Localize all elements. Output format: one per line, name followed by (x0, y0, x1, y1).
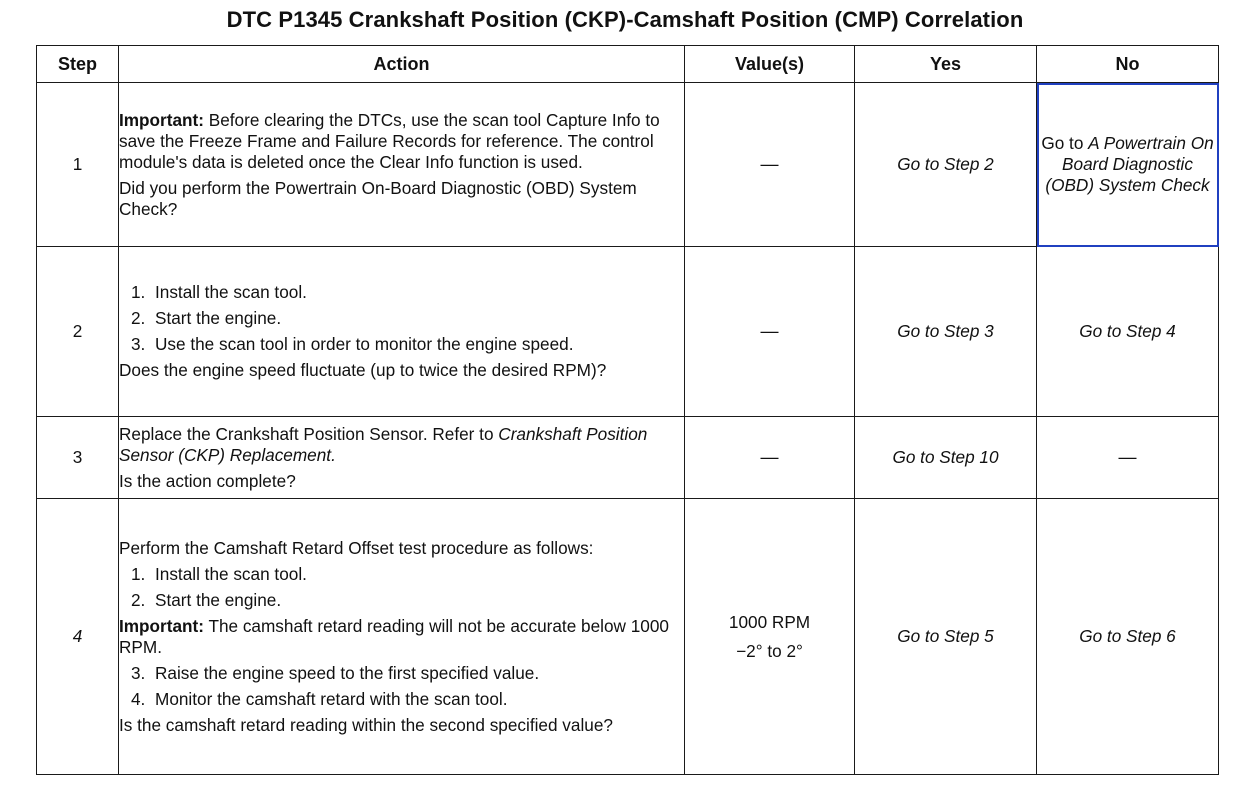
header-yes: Yes (855, 46, 1037, 83)
value-rpm: 1000 RPM (728, 611, 811, 632)
important-note (119, 616, 684, 658)
yes-link[interactable]: Go to Step 3 (855, 247, 1037, 417)
list-item: 1. Install the scan tool. (131, 563, 307, 584)
list-item: 3. Raise the engine speed to the first specified value. (131, 662, 540, 683)
value-cell (685, 247, 855, 417)
action-cell (119, 499, 685, 775)
important-text: The camshaft retard reading will not be accurate below 1000 RPM. (119, 615, 669, 657)
no-link[interactable]: Go to Step 6 (1037, 499, 1219, 775)
table-row-step-4 (37, 499, 1219, 775)
header-no: No (1037, 46, 1219, 83)
table-row-step-1 (37, 83, 1219, 247)
list-item: 1. Install the scan tool. (131, 282, 307, 302)
important-label: Important: (119, 109, 204, 130)
header-values: Value(s) (685, 46, 855, 83)
step-number: 3 (37, 417, 119, 499)
important-label: Important: (119, 615, 204, 636)
value-degrees: −2° to 2° (736, 640, 803, 661)
list-item: 3. Use the scan tool in order to monitor the engine speed. (131, 334, 574, 354)
important-note (119, 110, 684, 173)
important-text: Before clearing the DTCs, use the scan tool Capture Info to save the Freeze Frame and Failure Records for reference. The control module's data is deleted once the Clear Info function is used. (119, 109, 660, 172)
no-link[interactable]: Go to Step 4 (1037, 247, 1219, 417)
action-instruction: Replace the Crankshaft Position Sensor. Refer to Crankshaft Position Sensor (CKP) Replacement. (119, 423, 648, 465)
value-dash: — (760, 447, 779, 467)
no-reference: A Powertrain On Board Diagnostic (OBD) System Check (1045, 132, 1214, 195)
value-cell (685, 83, 855, 247)
no-value: — (1037, 417, 1219, 499)
step-number: 2 (37, 247, 119, 417)
action-question: Does the engine speed fluctuate (up to twice the desired RPM)? (119, 360, 607, 380)
header-action: Action (119, 46, 685, 83)
yes-link[interactable]: Go to Step 2 (855, 83, 1037, 247)
diagnostic-table (36, 45, 1219, 775)
value-cell (685, 499, 855, 775)
value-dash: — (760, 154, 779, 174)
document-title: DTC P1345 Crankshaft Position (CKP)-Camshaft Position (CMP) Correlation (226, 7, 1024, 32)
list-item: 4. Monitor the camshaft retard with the scan tool. (131, 688, 508, 709)
yes-link[interactable]: Go to Step 5 (855, 499, 1037, 775)
value-dash: — (760, 321, 779, 341)
step-number: 1 (37, 83, 119, 247)
yes-link[interactable]: Go to Step 10 (855, 417, 1037, 499)
no-link[interactable] (1037, 83, 1219, 247)
action-cell (119, 417, 685, 499)
step-number: 4 (37, 499, 119, 775)
action-cell (119, 247, 685, 417)
header-step: Step (37, 46, 119, 83)
table-header-row (37, 46, 1219, 83)
table-row-step-3 (37, 417, 1219, 499)
no-prefix: Go to (1041, 132, 1089, 153)
action-question: Is the action complete? (119, 470, 296, 491)
table-row-step-2 (37, 247, 1219, 417)
list-item: 2. Start the engine. (131, 589, 282, 610)
action-question: Did you perform the Powertrain On-Board Diagnostic (OBD) System Check? (119, 177, 637, 219)
action-cell (119, 83, 685, 247)
value-cell (685, 417, 855, 499)
reference-link[interactable]: Crankshaft Position Sensor (CKP) Replacement. (119, 423, 648, 465)
list-item: 2. Start the engine. (131, 308, 282, 328)
action-question: Is the camshaft retard reading within the second specified value? (119, 714, 613, 735)
action-intro: Perform the Camshaft Retard Offset test procedure as follows: (119, 537, 594, 558)
